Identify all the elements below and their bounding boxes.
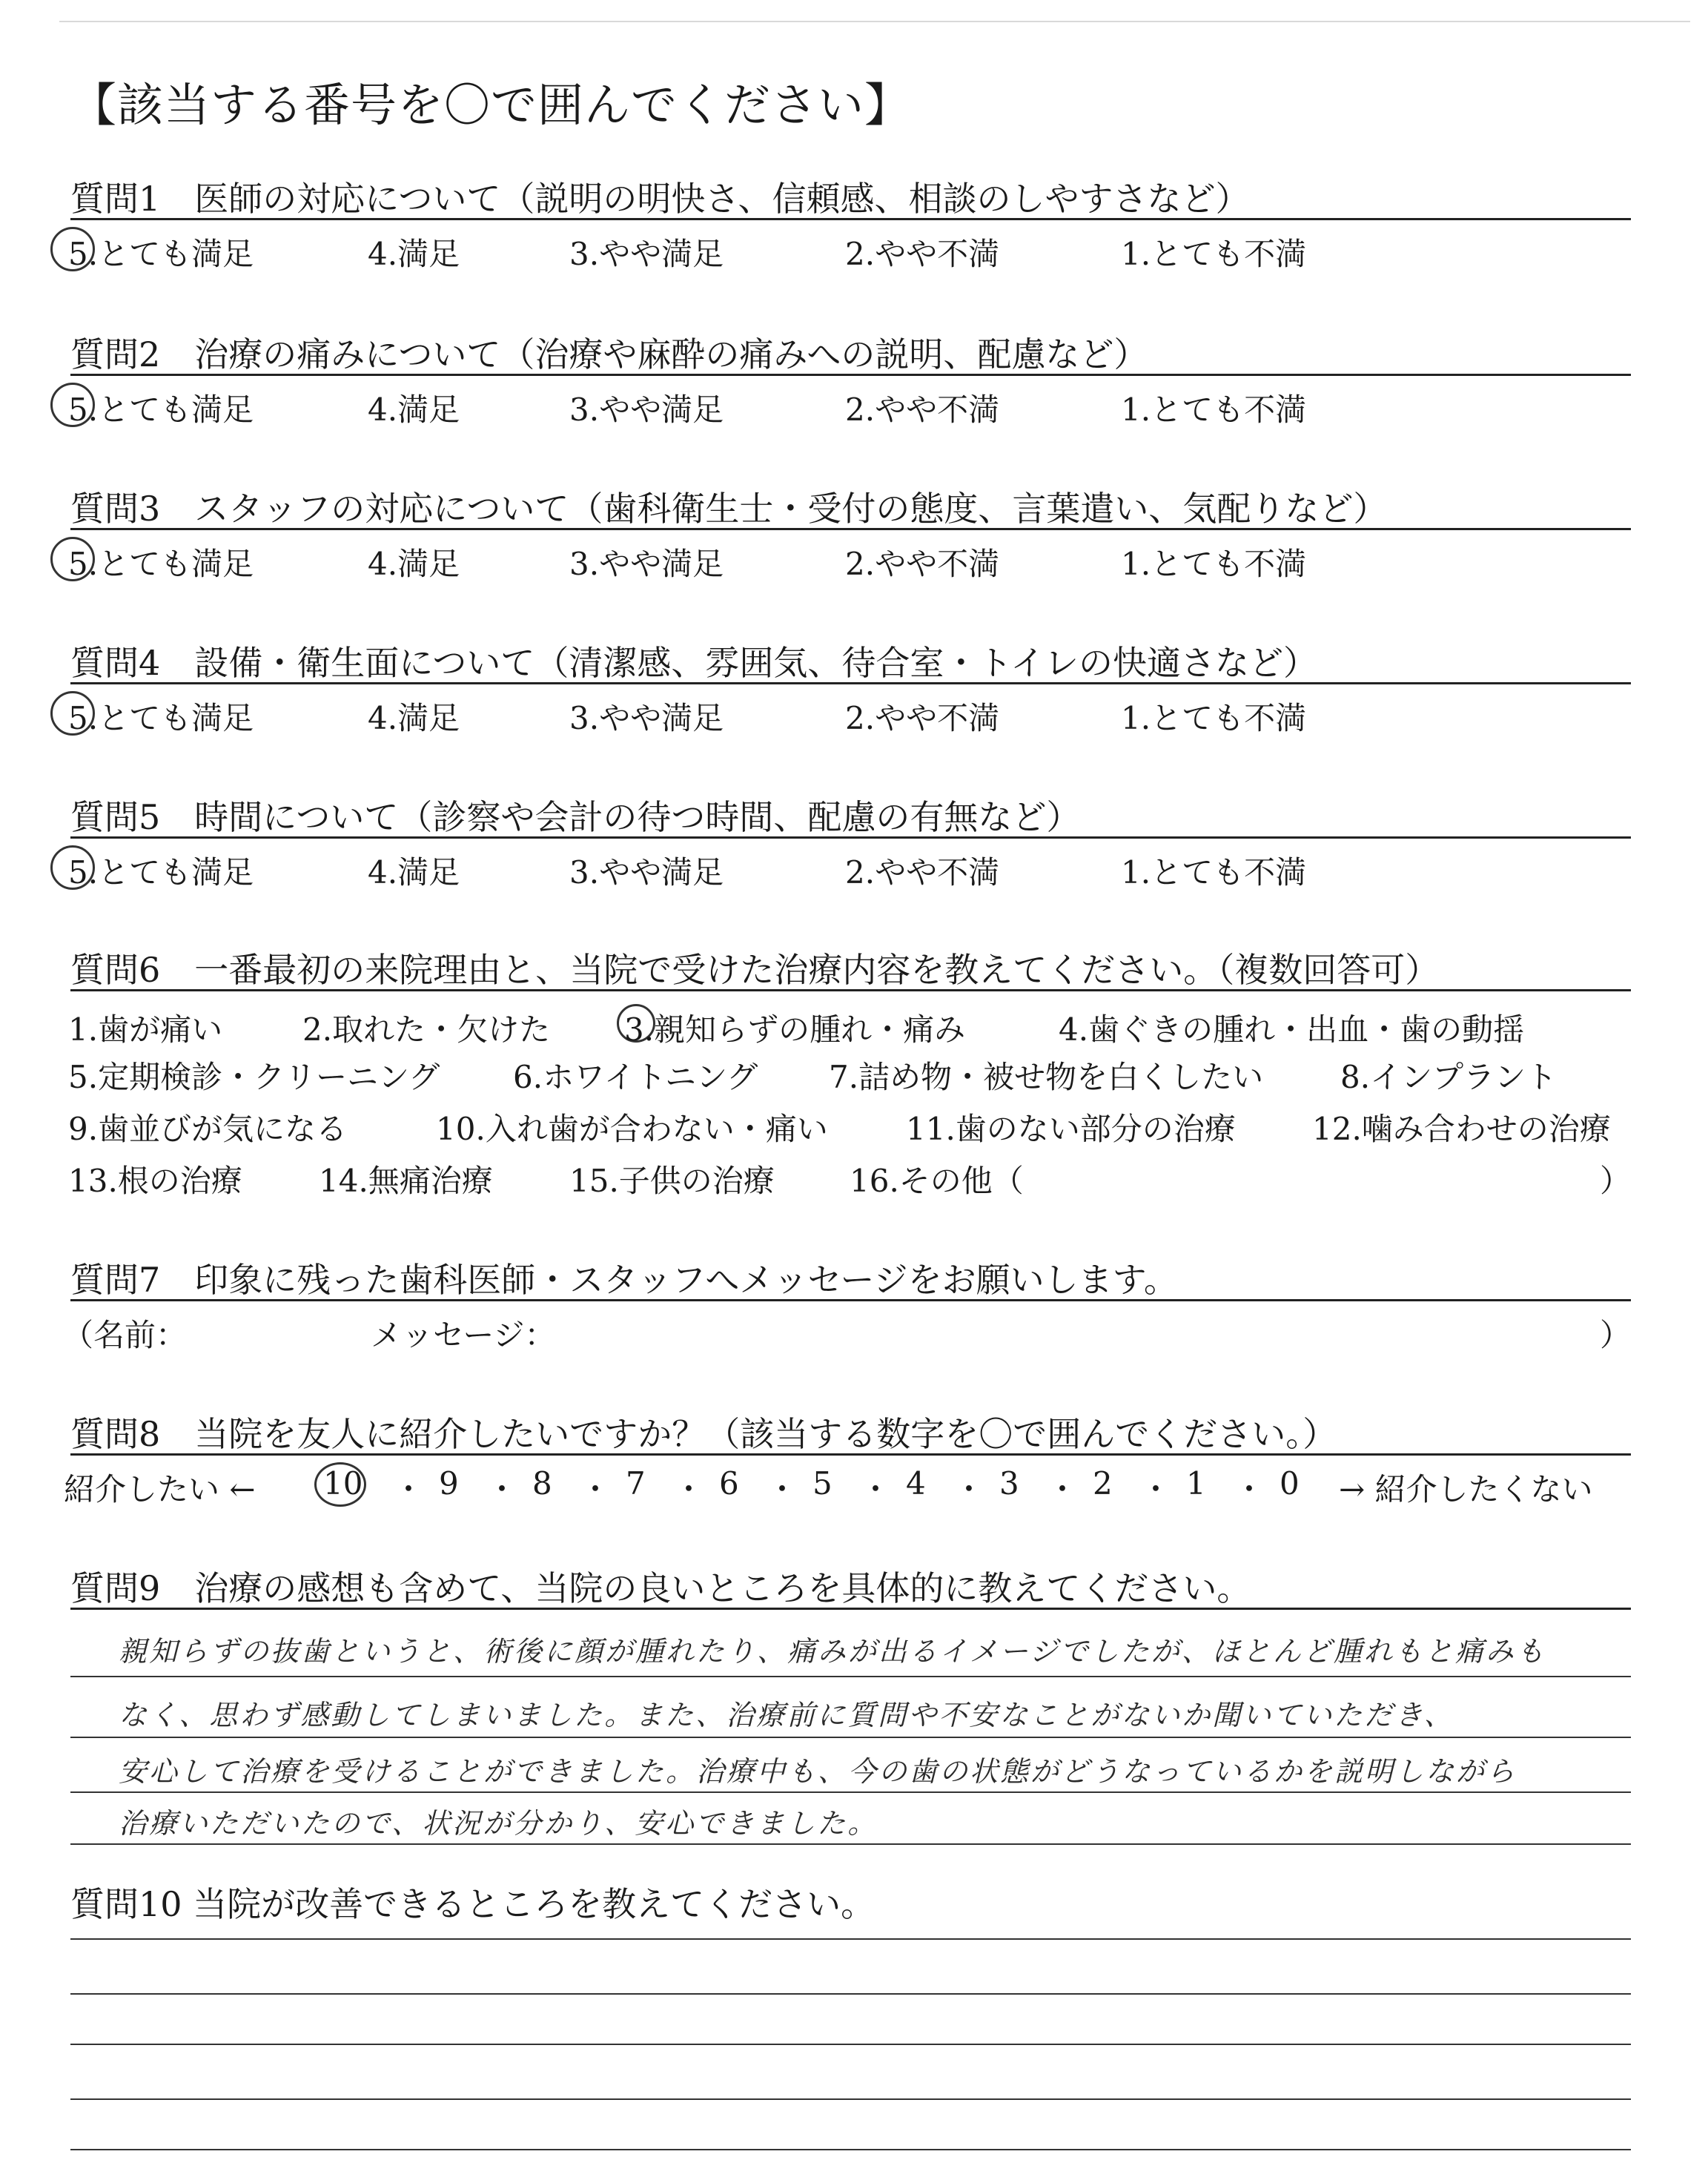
writing-line	[70, 1676, 1631, 1677]
question-2-title: 質問2 治療の痛みについて（治療や麻酔の痛みへの説明、配慮など）	[70, 334, 1148, 374]
question-7-title: 質問7 印象に残った歯科医師・スタッフへメッセージをお願いします。	[70, 1260, 1178, 1300]
question-4-rule	[70, 682, 1631, 684]
rating-option-5[interactable]: 5.とても満足	[68, 854, 254, 891]
rating-option-4[interactable]: 4.満足	[368, 236, 460, 272]
question-1-options	[0, 230, 1708, 274]
q6-other-close-paren: ）	[1600, 1163, 1632, 1199]
q8-scale-9[interactable]: 9	[439, 1465, 459, 1502]
q6-option-8[interactable]: 8.インプラント	[1340, 1059, 1558, 1095]
q9-answer-line-1: 親知らずの抜歯というと、術後に顔が腫れたり、痛みが出るイメージでしたが、ほとんど腫れもと痛みも	[119, 1635, 1546, 1668]
rating-option-5[interactable]: 5.とても満足	[68, 700, 254, 736]
q6-option-3[interactable]: 3.親知らずの腫れ・痛み	[624, 1011, 966, 1048]
scale-separator: ・	[953, 1471, 985, 1507]
question-9-rule	[70, 1608, 1631, 1610]
rating-option-3[interactable]: 3.やや満足	[569, 392, 724, 428]
q8-right-label: → 紹介したくない	[1339, 1471, 1593, 1507]
question-6-rule	[70, 989, 1631, 991]
question-9-title: 質問9 治療の感想も含めて、当院の良いところを具体的に教えてください。	[70, 1568, 1251, 1608]
page-top-edge	[59, 21, 1690, 22]
q6-option-2[interactable]: 2.取れた・欠けた	[302, 1011, 551, 1048]
q7-name-label: （名前：	[62, 1317, 188, 1353]
scale-separator: ・	[767, 1471, 798, 1507]
q8-scale-row	[0, 1465, 1708, 1510]
writing-line[interactable]	[70, 2044, 1631, 2045]
rating-option-5[interactable]: 5.とても満足	[68, 546, 254, 582]
rating-option-3[interactable]: 3.やや満足	[569, 854, 724, 891]
q8-scale-5[interactable]: 5	[812, 1465, 833, 1502]
question-4-title: 質問4 設備・衛生面について（清潔感、雰囲気、待合室・トイレの快適さなど）	[70, 643, 1318, 683]
question-10-title: 質問10 当院が改善できるところを教えてください。	[70, 1884, 875, 1924]
rating-option-1[interactable]: 1.とても不満	[1121, 236, 1307, 272]
rating-option-4[interactable]: 4.満足	[368, 392, 460, 428]
rating-option-4[interactable]: 4.満足	[368, 546, 460, 582]
q6-option-7[interactable]: 7.詰め物・被せ物を白くしたい	[829, 1059, 1264, 1095]
question-8-title: 質問8 当院を友人に紹介したいですか？（該当する数字を〇で囲んでください。）	[70, 1414, 1337, 1454]
rating-option-1[interactable]: 1.とても不満	[1121, 854, 1307, 891]
q8-scale-0[interactable]: 0	[1280, 1465, 1300, 1502]
question-1-title: 質問1 医師の対応について（説明の明快さ、信頼感、相談のしやすさなど）	[70, 179, 1250, 219]
scale-separator: ・	[1234, 1471, 1265, 1507]
q7-message-label: メッセージ：	[371, 1317, 556, 1353]
question-4-options	[0, 694, 1708, 739]
scale-separator: ・	[1140, 1471, 1172, 1507]
q6-option-6[interactable]: 6.ホワイトニング	[513, 1059, 758, 1095]
writing-line	[70, 1843, 1631, 1845]
question-1-rule	[70, 218, 1631, 220]
writing-line[interactable]	[70, 1993, 1631, 1995]
q8-scale-7[interactable]: 7	[626, 1465, 646, 1502]
writing-line	[70, 1791, 1631, 1793]
question-2-options	[0, 386, 1708, 430]
q9-answer-line-2: なく、思わず感動してしまいました。また、治療前に質問や不安なことがないか聞いていただき、	[119, 1699, 1454, 1731]
scale-separator: ・	[393, 1471, 425, 1507]
form-header: 【該当する番号を〇で囲んでください】	[70, 78, 912, 132]
q6-option-10[interactable]: 10.入れ歯が合わない・痛い	[436, 1111, 828, 1147]
q8-scale-3[interactable]: 3	[999, 1465, 1019, 1502]
question-7-rule	[70, 1299, 1631, 1301]
question-2-rule	[70, 374, 1631, 376]
q8-left-label: 紹介したい ←	[64, 1471, 256, 1507]
q6-option-11[interactable]: 11.歯のない部分の治療	[906, 1111, 1236, 1147]
question-3-title: 質問3 スタッフの対応について（歯科衛生士・受付の態度、言葉遣い、気配りなど）	[70, 489, 1388, 529]
scale-separator: ・	[860, 1471, 892, 1507]
question-3-options	[0, 540, 1708, 584]
rating-option-1[interactable]: 1.とても不満	[1121, 546, 1307, 582]
q6-option-12[interactable]: 12.噛み合わせの治療	[1312, 1111, 1611, 1147]
writing-line[interactable]	[70, 2098, 1631, 2100]
q8-scale-1[interactable]: 1	[1186, 1465, 1206, 1502]
q6-option-13[interactable]: 13.根の治療	[68, 1163, 242, 1199]
rating-option-2[interactable]: 2.やや不満	[845, 700, 1000, 736]
q6-option-5[interactable]: 5.定期検診・クリーニング	[68, 1059, 440, 1095]
rating-option-3[interactable]: 3.やや満足	[569, 236, 724, 272]
q9-answer-line-4: 治療いただいたので、状況が分かり、安心できました。	[119, 1807, 878, 1840]
rating-option-4[interactable]: 4.満足	[368, 700, 460, 736]
q6-option-4[interactable]: 4.歯ぐきの腫れ・出血・歯の動揺	[1059, 1011, 1525, 1048]
rating-option-5[interactable]: 5.とても満足	[68, 392, 254, 428]
writing-line[interactable]	[70, 1938, 1631, 1940]
q6-option-16[interactable]: 16.その他（	[850, 1163, 1024, 1199]
q6-option-9[interactable]: 9.歯並びが気になる	[68, 1111, 348, 1147]
q8-scale-10[interactable]: 10	[323, 1465, 363, 1502]
question-5-options	[0, 848, 1708, 893]
q8-scale-4[interactable]: 4	[906, 1465, 926, 1502]
rating-option-2[interactable]: 2.やや不満	[845, 392, 1000, 428]
q6-option-15[interactable]: 15.子供の治療	[569, 1163, 775, 1199]
rating-option-3[interactable]: 3.やや満足	[569, 700, 724, 736]
rating-option-2[interactable]: 2.やや不満	[845, 546, 1000, 582]
q6-option-1[interactable]: 1.歯が痛い	[68, 1011, 223, 1048]
writing-line	[70, 1737, 1631, 1738]
scale-separator: ・	[673, 1471, 705, 1507]
rating-option-1[interactable]: 1.とても不満	[1121, 392, 1307, 428]
scale-separator: ・	[1047, 1471, 1079, 1507]
q9-answer-line-3: 安心して治療を受けることができました。治療中も、今の歯の状態がどうなっているかを説明しながら	[119, 1755, 1517, 1788]
rating-option-4[interactable]: 4.満足	[368, 854, 460, 891]
question-5-title: 質問5 時間について（診察や会計の待つ時間、配慮の有無など）	[70, 797, 1081, 837]
writing-line[interactable]	[70, 2149, 1631, 2150]
question-3-rule	[70, 528, 1631, 530]
rating-option-5[interactable]: 5.とても満足	[68, 236, 254, 272]
scale-separator: ・	[486, 1471, 518, 1507]
q7-close-paren: ）	[1600, 1317, 1632, 1353]
question-8-rule	[70, 1453, 1631, 1456]
scale-separator: ・	[580, 1471, 612, 1507]
q6-option-14[interactable]: 14.無痛治療	[319, 1163, 493, 1199]
question-5-rule	[70, 836, 1631, 839]
rating-option-2[interactable]: 2.やや不満	[845, 236, 1000, 272]
rating-option-2[interactable]: 2.やや不満	[845, 854, 1000, 891]
q8-scale-2[interactable]: 2	[1093, 1465, 1113, 1502]
rating-option-3[interactable]: 3.やや満足	[569, 546, 724, 582]
q8-scale-6[interactable]: 6	[719, 1465, 739, 1502]
question-6-title: 質問6 一番最初の来院理由と、当院で受けた治療内容を教えてください。（複数回答可）	[70, 950, 1440, 990]
rating-option-1[interactable]: 1.とても不満	[1121, 700, 1307, 736]
q8-scale-8[interactable]: 8	[532, 1465, 552, 1502]
